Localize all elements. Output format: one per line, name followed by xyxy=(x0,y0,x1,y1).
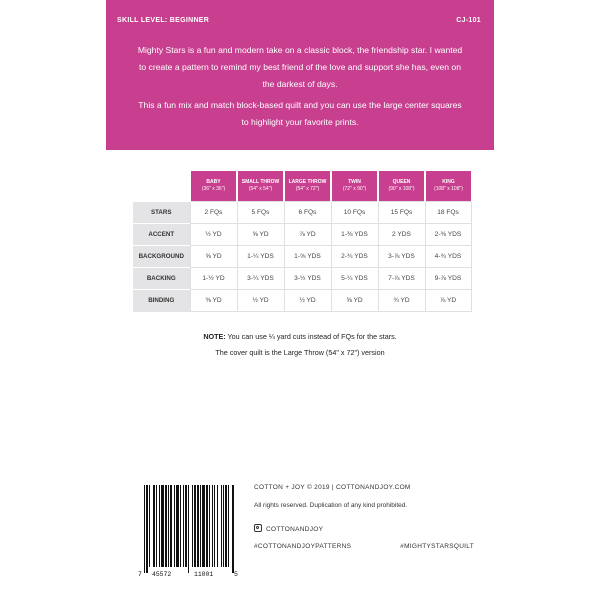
table-cell: 6 FQs xyxy=(284,202,331,224)
column-name: BABY xyxy=(206,179,221,185)
barcode-bar xyxy=(194,485,196,567)
table-cell: 1-¼ YDS xyxy=(237,246,284,268)
table-cell: 3-⅞ YDS xyxy=(378,246,425,268)
table-cell: 2 YDS xyxy=(378,224,425,246)
hashtag-patterns: #COTTONANDJOYPATTERNS xyxy=(254,543,352,550)
barcode-digit-right: 5 xyxy=(234,571,238,578)
column-header xyxy=(378,171,425,202)
row-header: BACKGROUND xyxy=(133,246,190,268)
column-name: QUEEN xyxy=(392,179,411,185)
pattern-code: CJ-101 xyxy=(456,17,481,24)
barcode-bar xyxy=(176,485,179,567)
barcode-bar xyxy=(153,485,155,567)
table-cell: 1-⅜ YDS xyxy=(331,224,378,246)
column-header xyxy=(237,171,284,202)
table-row xyxy=(133,224,471,246)
barcode-bar xyxy=(165,485,167,567)
barcode-bar xyxy=(156,485,157,567)
table-cell: 5 FQs xyxy=(237,202,284,224)
fabric-requirements-table xyxy=(133,171,472,312)
barcode-bar xyxy=(223,485,224,567)
barcode-bar xyxy=(174,485,175,567)
table-cell: 2-⅜ YDS xyxy=(425,224,471,246)
column-name: LARGE THROW xyxy=(288,179,327,185)
barcode xyxy=(138,485,238,590)
barcode-bar xyxy=(232,485,234,573)
copyright-line: COTTON + JOY © 2019 | COTTONANDJOY.COM xyxy=(254,484,411,491)
table-cell: ⅝ YD xyxy=(331,290,378,312)
barcode-bar xyxy=(214,485,215,567)
barcode-bar xyxy=(221,485,222,567)
column-header xyxy=(284,171,331,202)
barcode-bar xyxy=(170,485,172,567)
barcode-group-1: 45572 xyxy=(152,571,172,578)
note-label: NOTE: xyxy=(203,332,226,341)
row-header: ACCENT xyxy=(133,224,190,246)
table-header-row xyxy=(133,171,471,202)
table-cell: ½ YD xyxy=(284,290,331,312)
table-cell: ½ YD xyxy=(190,224,237,246)
column-header xyxy=(331,171,378,202)
barcode-bar xyxy=(206,485,208,567)
table-cell: ¾ YD xyxy=(378,290,425,312)
barcode-bar xyxy=(225,485,227,567)
column-header xyxy=(190,171,237,202)
barcode-bar xyxy=(200,485,201,567)
table-cell: 1-⅝ YDS xyxy=(284,246,331,268)
table-cell: 10 FQs xyxy=(331,202,378,224)
row-header: STARS xyxy=(133,202,190,224)
table-cell: 2-¾ YDS xyxy=(331,246,378,268)
barcode-bar xyxy=(149,485,150,567)
table-row xyxy=(133,202,471,224)
column-dimensions: (90" x 108") xyxy=(388,186,415,192)
table-cell: 3-¼ YDS xyxy=(237,268,284,290)
barcode-bar xyxy=(168,485,169,567)
row-header: BACKING xyxy=(133,268,190,290)
column-name: TWIN xyxy=(348,179,361,185)
barcode-bar xyxy=(144,485,145,573)
table-cell: ⅞ YD xyxy=(425,290,471,312)
barcode-bar xyxy=(180,485,181,567)
pattern-back-cover xyxy=(106,0,494,600)
table-cell: 1-½ YD xyxy=(190,268,237,290)
table-cell: 18 FQs xyxy=(425,202,471,224)
table-cell: 9-⅞ YDS xyxy=(425,268,471,290)
intro-text xyxy=(134,42,466,131)
barcode-bar xyxy=(217,485,218,567)
table-cell: ⅜ YD xyxy=(190,290,237,312)
note-line xyxy=(106,329,494,345)
barcode-bar xyxy=(161,485,164,567)
barcode-bar xyxy=(212,485,213,567)
column-dimensions: (36" x 36") xyxy=(201,186,226,192)
column-dimensions: (72" x 90") xyxy=(342,186,367,192)
column-dimensions: (54" x 72") xyxy=(295,186,320,192)
barcode-bar xyxy=(192,485,193,567)
instagram-label: COTTONANDJOY xyxy=(266,526,324,533)
header-banner xyxy=(106,0,494,150)
barcode-group-2: 11001 xyxy=(194,571,214,578)
table-row xyxy=(133,290,471,312)
barcode-bar xyxy=(159,485,160,567)
barcode-bar xyxy=(228,485,229,567)
table-row xyxy=(133,246,471,268)
barcode-bar xyxy=(197,485,199,567)
row-header: BINDING xyxy=(133,290,190,312)
barcode-bars xyxy=(144,485,234,567)
barcode-bar xyxy=(183,485,184,567)
table-cell: 2 FQs xyxy=(190,202,237,224)
table-cell: 7-⅞ YDS xyxy=(378,268,425,290)
barcode-bar xyxy=(202,485,205,567)
barcode-bar xyxy=(146,485,148,573)
hashtag-quilt: #MIGHTYSTARSQUILT xyxy=(400,543,474,550)
instagram-handle[interactable] xyxy=(254,524,323,533)
column-name: KING xyxy=(442,179,455,185)
table-cell: ⅝ YD xyxy=(237,224,284,246)
barcode-digit-left: 7 xyxy=(138,571,142,578)
skill-level: SKILL LEVEL: BEGINNER xyxy=(117,17,210,24)
barcode-bar xyxy=(188,485,189,573)
column-dimensions: (108" x 108") xyxy=(434,186,463,192)
column-header xyxy=(425,171,471,202)
barcode-bar xyxy=(185,485,187,567)
notes-block xyxy=(106,329,494,361)
table-row xyxy=(133,268,471,290)
column-dimensions: (54" x 54") xyxy=(248,186,273,192)
table-cell: 5-¼ YDS xyxy=(331,268,378,290)
table-cell: 15 FQs xyxy=(378,202,425,224)
table-cell: ⅝ YD xyxy=(190,246,237,268)
column-name: SMALL THROW xyxy=(241,179,280,185)
note-text: You can use ¼ yard cuts instead of FQs for the stars. xyxy=(227,332,397,341)
cover-note: The cover quilt is the Large Throw (54" x 72") version xyxy=(215,348,385,357)
intro-paragraph-1: Mighty Stars is a fun and modern take on a classic block, the friendship star. I wanted to create a pattern to remind my best friend of the love and support she has, even on the darkest of days. xyxy=(137,45,463,89)
table-cell: 4-¾ YDS xyxy=(425,246,471,268)
intro-paragraph-2: This a fun mix and match block-based quilt and you can use the large center squares to highlight your favorite prints. xyxy=(138,100,462,127)
table-cell: ½ YD xyxy=(237,290,284,312)
table-corner xyxy=(133,171,190,202)
barcode-bar xyxy=(209,485,210,567)
table-cell: ⅞ YD xyxy=(284,224,331,246)
rights-line: All rights reserved. Duplication of any kind prohibited. xyxy=(254,502,408,509)
table-cell: 3-½ YDS xyxy=(284,268,331,290)
instagram-icon xyxy=(254,524,262,532)
